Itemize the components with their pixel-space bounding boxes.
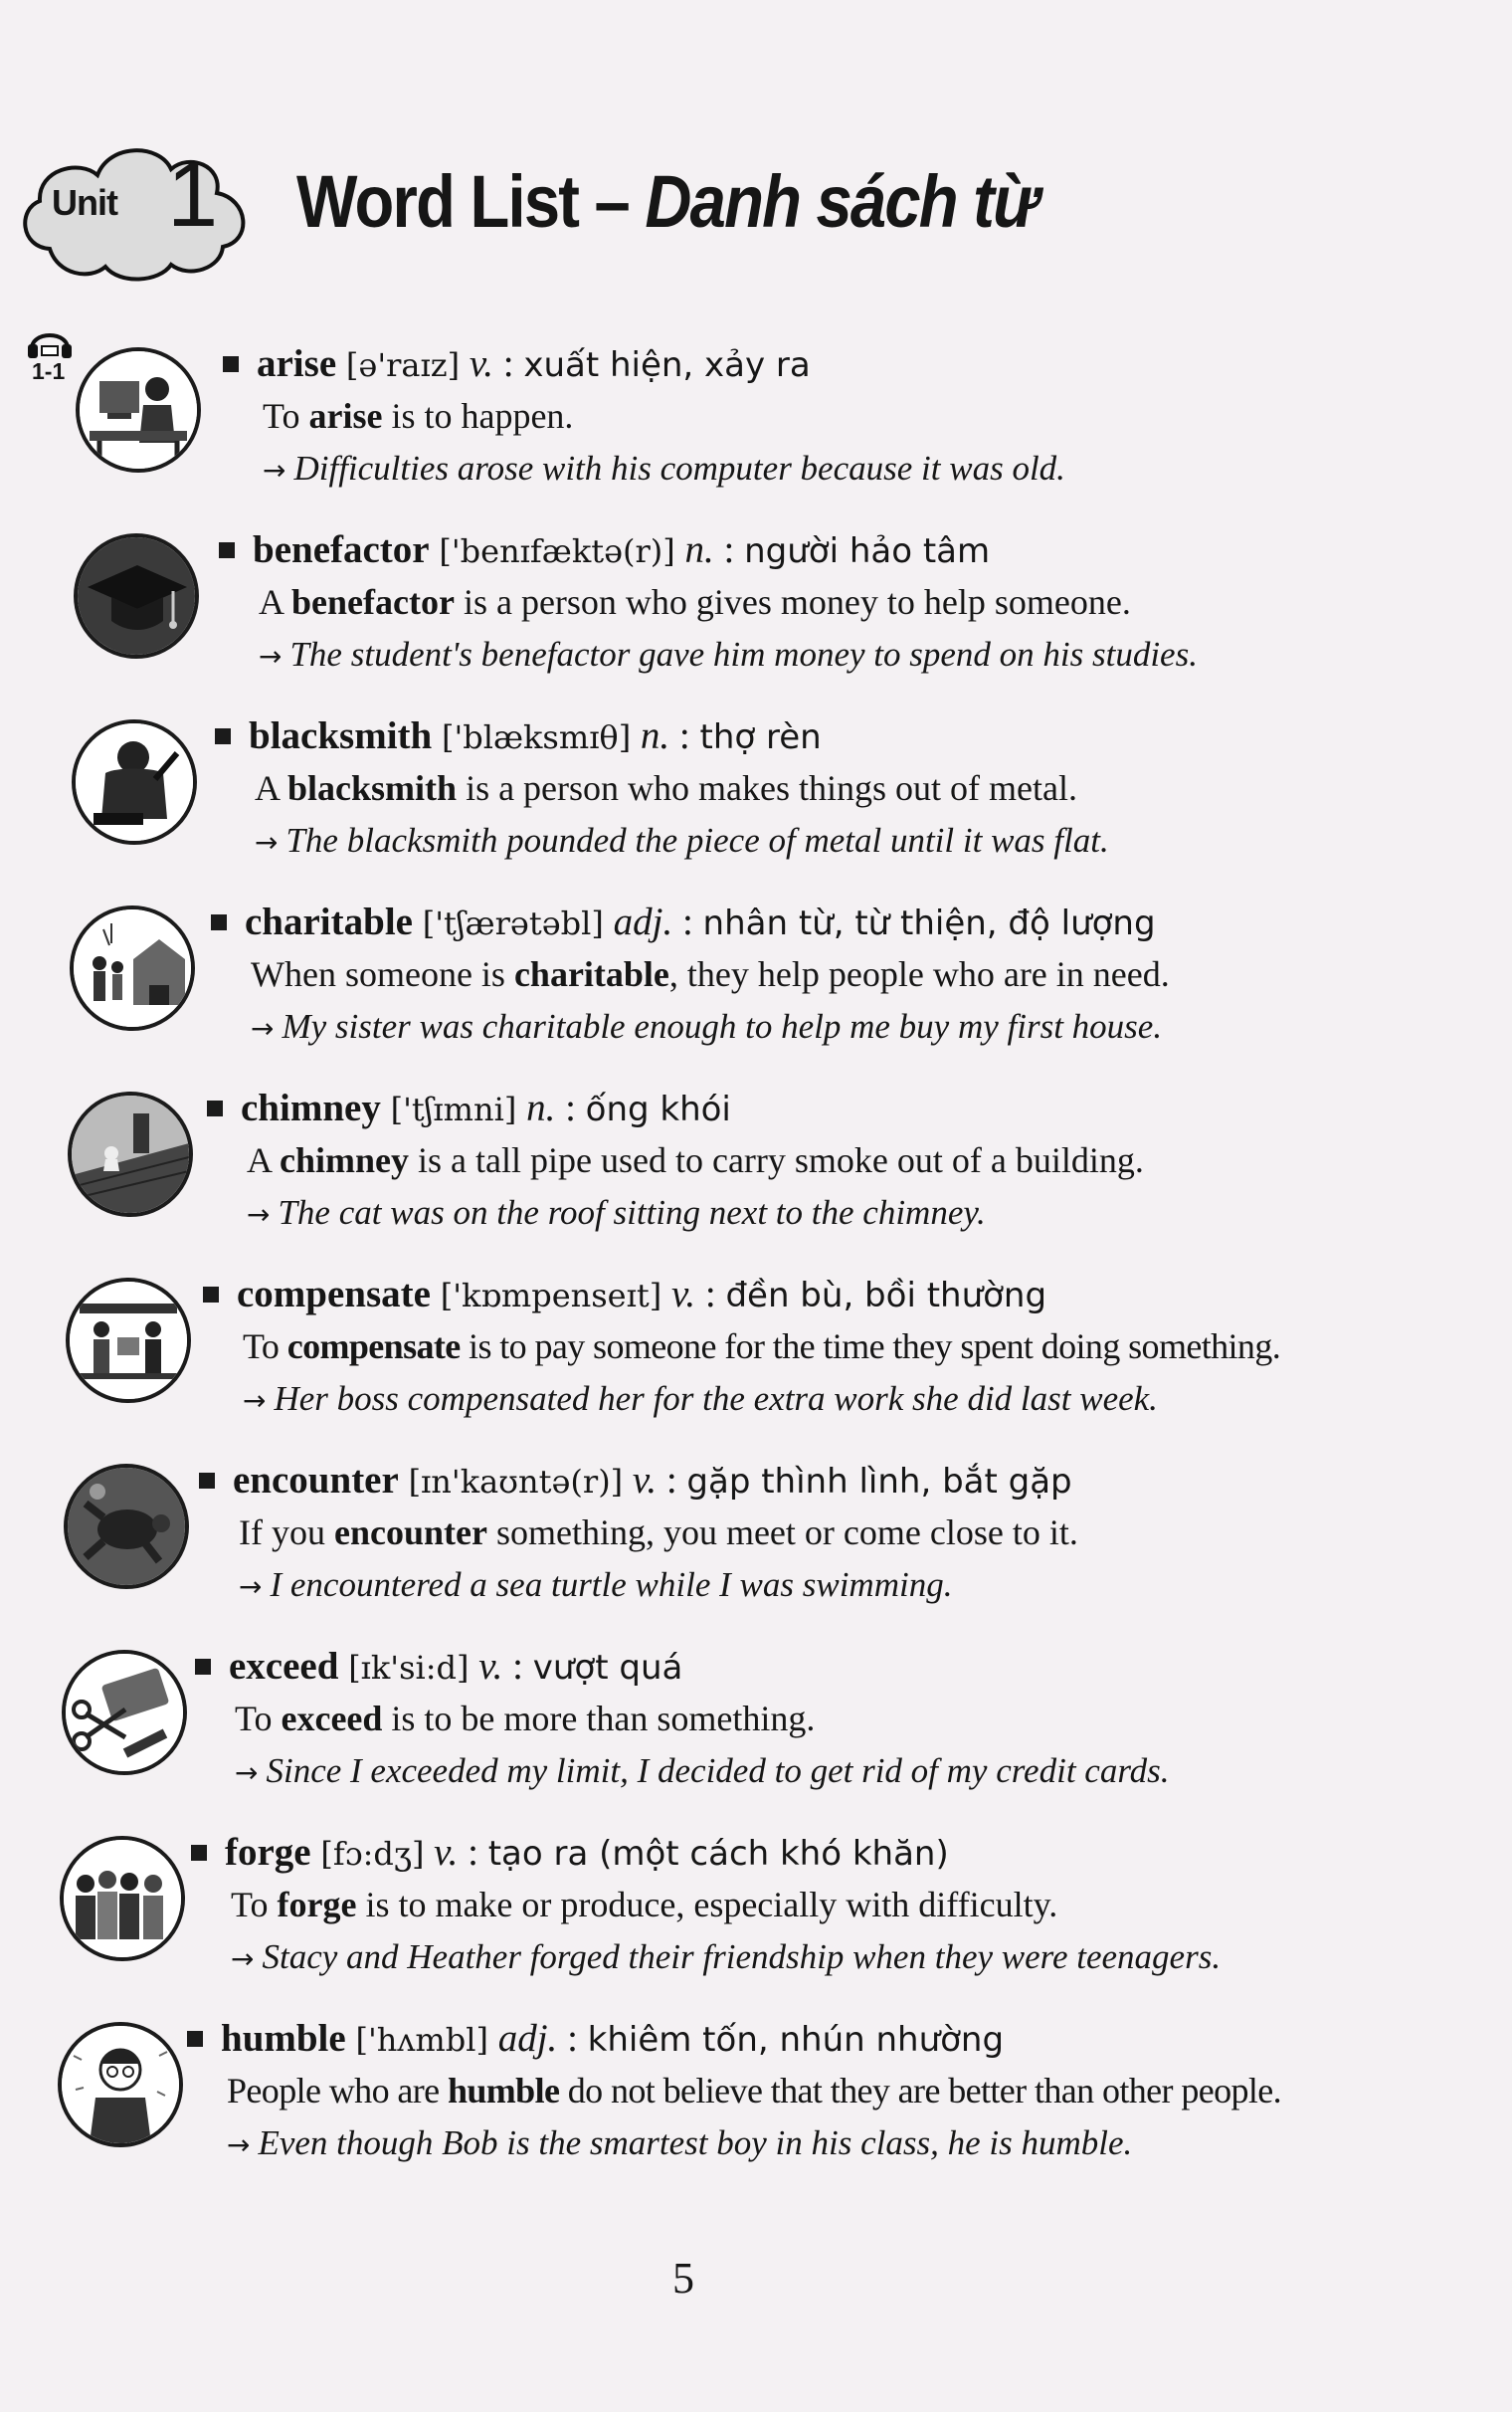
office-meeting-icon [66,1278,191,1403]
definition-text: To [263,396,309,436]
bullet-icon [211,914,227,930]
page-title [296,159,1038,244]
entry-ipa: [ɪk'si:d] [348,1649,470,1687]
blacksmith-icon [72,719,197,845]
entry-headline: exceed [ɪk'si:d] v. : vượt quá [195,1644,682,1689]
entry-pos: n. [684,528,714,571]
entry-pos: adj. [613,901,673,943]
arrow-icon: → [247,1198,271,1231]
entry-word: charitable [245,901,413,943]
entry-pos: v. [469,342,493,385]
entry-meaning-vn: thợ rèn [699,717,822,757]
definition-keyword: blacksmith [287,768,458,808]
entry-ipa: ['hʌmbl] [355,2021,488,2059]
definition-text: A [255,768,288,808]
entry-ipa: ['blæksmɪθ] [441,718,632,756]
page-number: 5 [672,2254,694,2303]
entry-example [227,2123,1132,2163]
example-text: The cat was on the roof sitting next to the chimney. [278,1193,986,1232]
definition-text: is to pay someone for the time they spent doing something. [460,1326,1281,1366]
example-text: The student's benefactor gave him money to spend on his studies. [289,635,1198,674]
word-entry-encounter [0,1458,1512,1643]
entry-ipa: [fɔ:dʒ] [320,1835,425,1873]
bullet-icon [219,542,235,558]
entry-meaning-vn: tạo ra (một cách khó khăn) [487,1834,949,1874]
arrow-icon: → [235,1756,259,1789]
entry-definition [251,953,1170,995]
definition-text: To [231,1885,278,1924]
definition-keyword: exceed [281,1699,383,1738]
title-english: Word List [296,160,579,243]
entry-headline: arise [ə'raɪz] v. : xuất hiện, xảy ra [223,341,811,386]
entry-word: arise [257,342,337,385]
word-entry-benefactor [0,527,1512,712]
example-text: Stacy and Heather forged their friendship when they were teenagers. [262,1937,1222,1976]
example-text: Even though Bob is the smartest boy in his class, he is humble. [258,2123,1133,2162]
unit-badge [10,129,279,289]
definition-text: , they help people who are in need. [668,954,1170,994]
entry-pos: n. [526,1087,556,1129]
definition-text: People who are [227,2071,448,2110]
entry-word: benefactor [253,528,430,571]
entry-definition [247,1139,1144,1181]
entry-headline: compensate ['kɒmpenseɪt] v. : đền bù, bồi thường [203,1272,1046,1316]
entry-pos: v. [670,1273,696,1315]
entry-headline: charitable ['tʃærətəbl] adj. : nhân từ, từ thiện, độ lượng [211,900,1156,944]
entry-pos: adj. [497,2017,558,2060]
entry-headline: chimney ['tʃɪmni] n. : ống khói [207,1086,731,1130]
entry-meaning-vn: người hảo tâm [744,531,991,571]
entry-headline: blacksmith ['blæksmɪθ] n. : thợ rèn [215,713,822,758]
entry-example [239,1565,952,1605]
entry-meaning-vn: khiêm tốn, nhún nhường [587,2020,1005,2060]
bullet-icon [223,356,239,372]
entry-definition [231,1884,1057,1925]
entry-word: exceed [229,1645,339,1688]
bullet-icon [187,2031,203,2047]
entry-definition [239,1511,1078,1553]
audio-track-number: 1-1 [32,358,66,384]
word-entry-humble [0,2016,1512,2201]
entry-meaning-vn: gặp thình lình, bắt gặp [686,1462,1072,1502]
entry-definition [259,581,1131,623]
definition-keyword: benefactor [291,582,455,622]
entry-word: encounter [233,1459,399,1502]
entry-pos: v. [478,1645,503,1688]
entry-headline: forge [fɔ:dʒ] v. : tạo ra (một cách khó khăn) [191,1830,949,1875]
word-entry-charitable [0,900,1512,1085]
entry-definition [243,1325,1280,1367]
entry-definition [235,1698,815,1739]
entry-example [251,1007,1162,1047]
word-entry-forge [0,1830,1512,2015]
word-entry-exceed [0,1644,1512,1829]
entry-meaning-vn: xuất hiện, xảy ra [523,345,811,385]
example-text: Difficulties arose with his computer because it was old. [293,449,1065,488]
entry-ipa: ['benɪfæktə(r)] [439,532,675,570]
thinking-boy-icon [58,2022,183,2147]
entry-definition [227,2070,1281,2111]
definition-text: is to happen. [382,396,574,436]
definition-text: is a person who gives money to help someone. [454,582,1131,622]
definition-keyword: encounter [333,1512,487,1552]
entry-meaning-vn: ống khói [585,1090,731,1129]
example-text: Her boss compensated her for the extra work she did last week. [274,1379,1158,1418]
definition-text: is a person who makes things out of metal. [457,768,1077,808]
computer-user-icon [76,347,201,473]
word-entry-chimney [0,1086,1512,1271]
arrow-icon: → [259,640,283,673]
bullet-icon [199,1473,215,1489]
definition-text: A [247,1140,281,1180]
arrow-icon: → [255,826,279,859]
title-vietnamese: Danh sách từ [645,160,1038,243]
definition-text: is to make or produce, especially with difficulty. [356,1885,1058,1924]
entry-pos: v. [632,1459,658,1502]
bullet-icon [203,1287,219,1303]
word-entry-arise [0,341,1512,526]
arrow-icon: → [251,1012,275,1045]
arrow-icon: → [231,1942,255,1975]
example-text: Since I exceeded my limit, I decided to get rid of my credit cards. [266,1751,1170,1790]
bullet-icon [191,1845,207,1861]
entry-meaning-vn: đền bù, bồi thường [725,1276,1047,1315]
definition-keyword: compensate [286,1326,461,1366]
entry-word: chimney [241,1087,381,1129]
entry-ipa: [ɪn'kaʊntə(r)] [408,1463,624,1501]
unit-number: 1 [167,144,219,246]
entry-headline: humble ['hʌmbl] adj. : khiêm tốn, nhún nhường [187,2016,1004,2061]
entry-ipa: [ə'raɪz] [345,346,461,384]
unit-label: Unit [52,182,117,223]
sea-turtle-icon [64,1464,189,1589]
entry-ipa: ['tʃærətəbl] [422,904,604,942]
definition-text: is to be more than something. [382,1699,816,1738]
definition-keyword: forge [277,1885,357,1924]
definition-text: something, you meet or come close to it. [486,1512,1078,1552]
bullet-icon [195,1659,211,1675]
definition-text: When someone is [251,954,514,994]
word-entry-blacksmith [0,713,1512,899]
definition-keyword: arise [308,396,383,436]
graduation-cap-icon [74,533,199,659]
example-text: The blacksmith pounded the piece of metal until it was flat. [285,821,1109,860]
word-entry-compensate [0,1272,1512,1457]
entry-headline: encounter [ɪn'kaʊntə(r)] v. : gặp thình lình, bắt gặp [199,1458,1072,1503]
definition-text: do not believe that they are better than other people. [559,2071,1282,2110]
definition-text: To [243,1326,287,1366]
definition-keyword: charitable [513,954,669,994]
definition-keyword: chimney [280,1140,410,1180]
entry-word: compensate [237,1273,431,1315]
definition-text: To [235,1699,282,1738]
arrow-icon: → [227,2128,251,2161]
entry-example [235,1751,1170,1791]
house-sale-icon [70,905,195,1031]
entry-example [255,821,1109,861]
entry-pos: v. [434,1831,459,1874]
entry-word: humble [221,2017,346,2060]
title-separator: – [578,160,646,243]
bullet-icon [215,728,231,744]
entry-meaning-vn: vượt quá [532,1648,683,1688]
entry-definition [263,395,573,437]
arrow-icon: → [243,1384,267,1417]
entry-pos: n. [640,714,670,757]
entry-example [231,1937,1221,1977]
entry-example [247,1193,986,1233]
entry-example [263,449,1065,489]
entry-example [259,635,1198,675]
entry-ipa: ['tʃɪmni] [390,1091,517,1128]
bullet-icon [207,1101,223,1116]
entry-word: blacksmith [249,714,433,757]
entry-example [243,1379,1158,1419]
definition-keyword: humble [447,2071,560,2110]
entry-meaning-vn: nhân từ, từ thiện, độ lượng [702,904,1156,943]
arrow-icon: → [263,454,286,487]
definition-text: A [259,582,292,622]
entry-ipa: ['kɒmpenseɪt] [440,1277,662,1314]
entry-definition [255,767,1077,809]
definition-text: If you [239,1512,334,1552]
entry-headline: benefactor ['benɪfæktə(r)] n. : người hảo tâm [219,527,990,572]
arrow-icon: → [239,1570,263,1603]
cutting-card-icon [62,1650,187,1775]
example-text: I encountered a sea turtle while I was swimming. [270,1565,953,1604]
group-friends-icon [60,1836,185,1961]
definition-text: is a tall pipe used to carry smoke out of a building. [409,1140,1144,1180]
rooftop-cat-icon [68,1092,193,1217]
example-text: My sister was charitable enough to help me buy my first house. [282,1007,1163,1046]
entry-word: forge [225,1831,311,1874]
